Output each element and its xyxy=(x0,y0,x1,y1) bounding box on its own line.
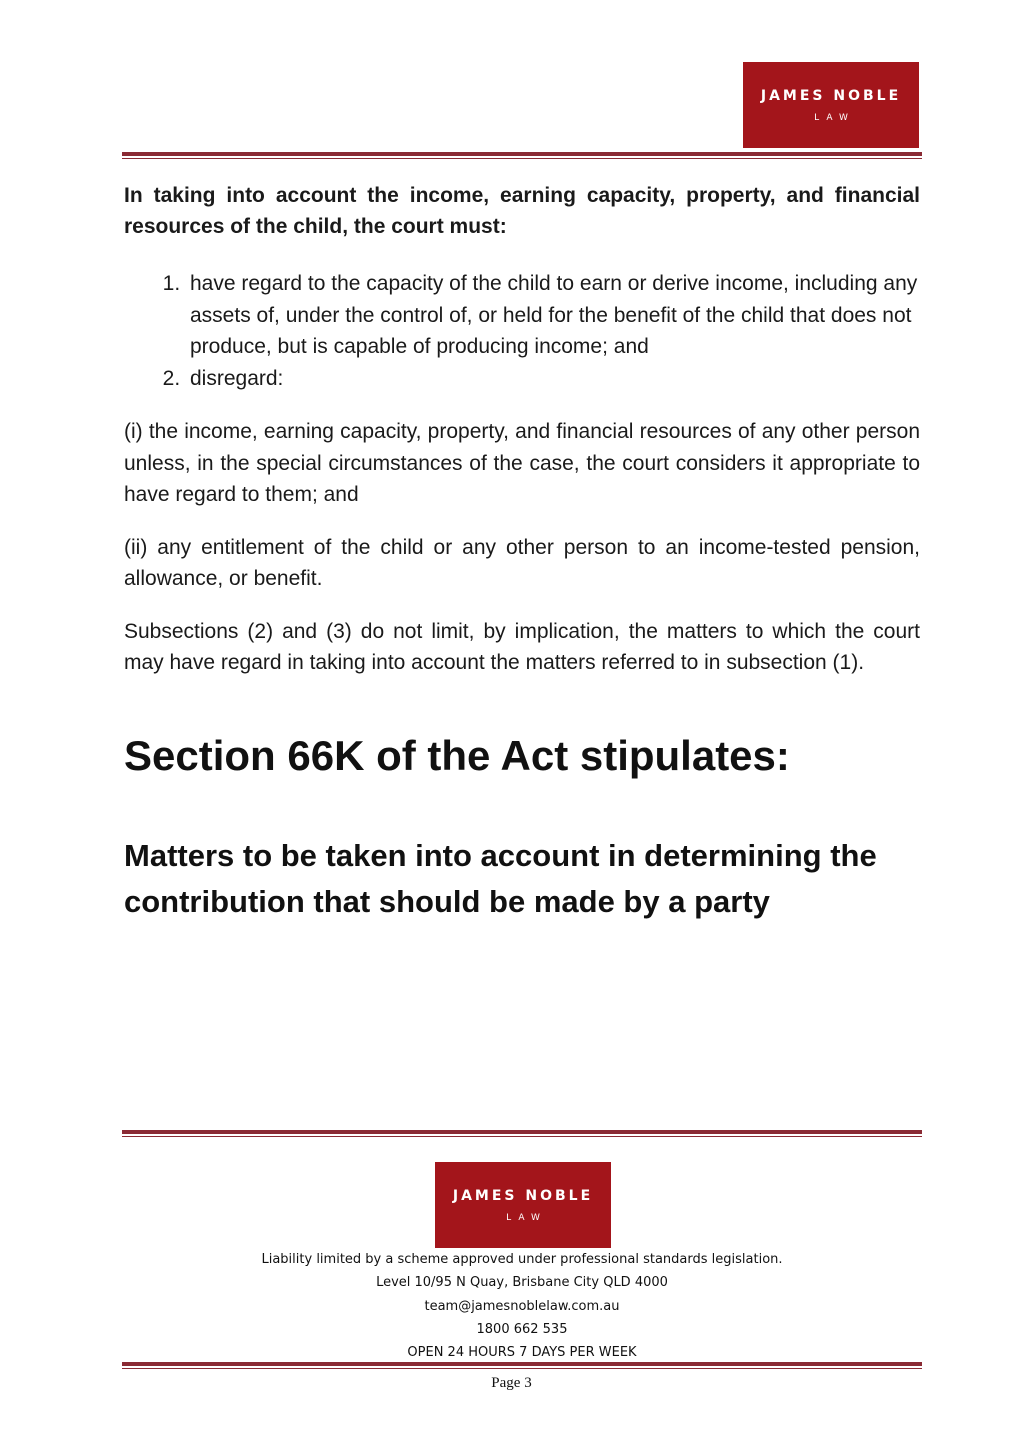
footer-rule-bottom xyxy=(122,1362,922,1369)
sub-heading: Matters to be taken into account in determining the contribution that should be made by a party xyxy=(124,837,877,919)
footer-logo xyxy=(435,1162,611,1248)
logo-law: LAW xyxy=(814,112,855,123)
email-link[interactable]: team@jamesnoblelaw.com.au xyxy=(424,1298,620,1314)
header-logo xyxy=(743,62,919,148)
lead-paragraph: In taking into account the income, earning capacity, property, and financial resources of the child, the court must: xyxy=(124,184,920,238)
footer-rule-top xyxy=(122,1130,922,1137)
logo-name: JAMES NOBLE xyxy=(760,87,902,104)
section-heading: Section 66K of the Act stipulates: xyxy=(124,731,790,779)
phone-link[interactable]: 1800 662 535 xyxy=(476,1321,568,1337)
list-item: 1. have regard to the capacity of the child to earn or derive income, including any assets of, under the control of, or held for the benefit of the child that does not produce, but is capable of producing income; and xyxy=(186,268,920,363)
paragraph-i: (i) the income, earning capacity, property, and financial resources of any other person unless, in the special circumstances of the case, the court considers it appropriate to have regard to them; and xyxy=(124,420,920,506)
footer-info xyxy=(122,1248,922,1364)
paragraph-subsections: Subsections (2) and (3) do not limit, by implication, the matters to which the court may have regard in taking into account the matters referred to in subsection (1). xyxy=(124,619,920,674)
address-text: Level 10/95 N Quay, Brisbane City QLD 4000 xyxy=(376,1275,668,1291)
header-rule xyxy=(122,152,922,159)
liability-text: Liability limited by a scheme approved under professional standards legislation. xyxy=(261,1252,783,1267)
page-number: Page 3 xyxy=(491,1375,532,1391)
hours-text: OPEN 24 HOURS 7 DAYS PER WEEK xyxy=(407,1345,637,1361)
logo-name: JAMES NOBLE xyxy=(452,1187,594,1204)
numbered-list xyxy=(124,268,920,394)
logo-law: LAW xyxy=(506,1212,547,1223)
list-item: 2. disregard: xyxy=(186,363,920,395)
paragraph-ii: (ii) any entitlement of the child or any other person to an income-tested pension, allowance, or benefit. xyxy=(124,535,920,590)
main-content xyxy=(124,180,920,925)
